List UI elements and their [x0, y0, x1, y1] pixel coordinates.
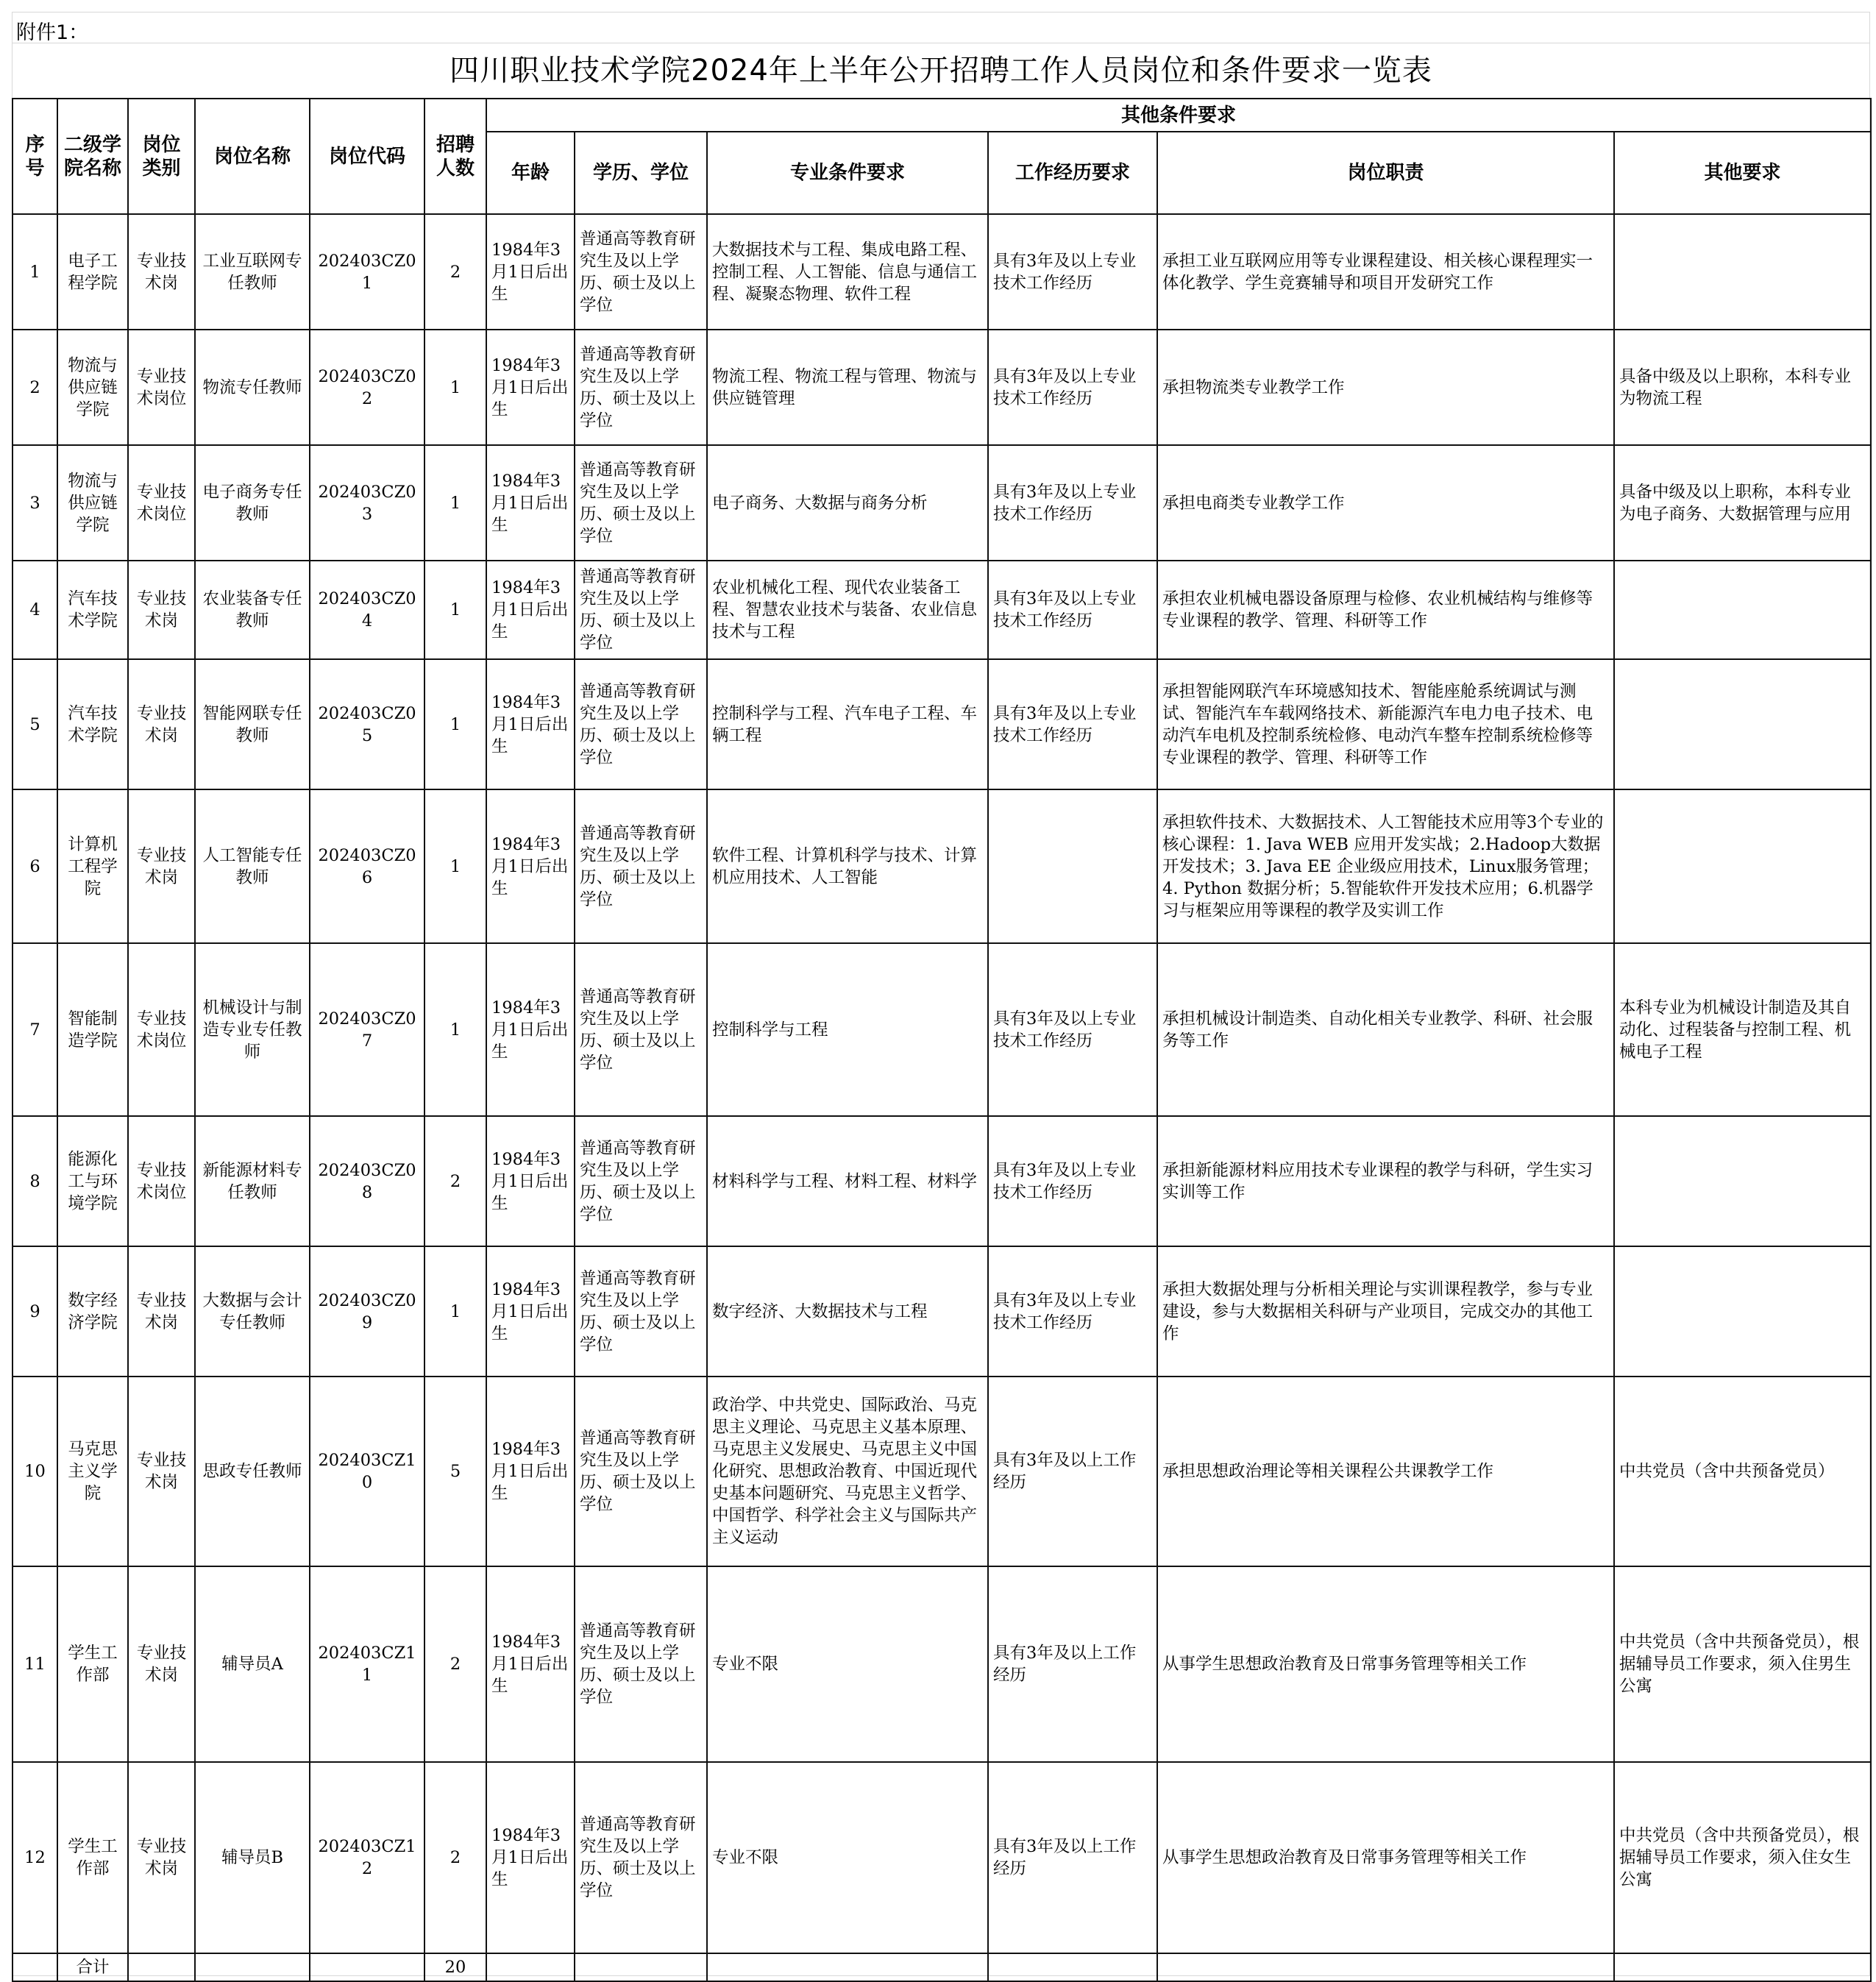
- cell-major: 数字经济、大数据技术与工程: [707, 1246, 988, 1377]
- cell-seq: 11: [13, 1566, 57, 1762]
- cell-other: 具备中级及以上职称，本科专业为物流工程: [1614, 330, 1871, 445]
- cell-empty: [707, 1953, 988, 1981]
- cell-post-code: 202403CZ02: [310, 330, 424, 445]
- cell-age: 1984年3月1日后出生: [486, 1116, 575, 1246]
- cell-age: 1984年3月1日后出生: [486, 1762, 575, 1953]
- cell-empty: [486, 1953, 575, 1981]
- cell-age: 1984年3月1日后出生: [486, 1377, 575, 1566]
- cell-education: 普通高等教育研究生及以上学历、硕士及以上学位: [575, 1377, 707, 1566]
- cell-experience: 具有3年及以上专业技术工作经历: [988, 330, 1157, 445]
- cell-post-name: 农业装备专任教师: [195, 561, 310, 659]
- cell-experience: 具有3年及以上专业技术工作经历: [988, 214, 1157, 330]
- cell-count: 2: [424, 214, 486, 330]
- header-other-conditions: 其他条件要求: [486, 99, 1871, 132]
- cell-college: 数字经济学院: [57, 1246, 128, 1377]
- cell-education: 普通高等教育研究生及以上学历、硕士及以上学位: [575, 561, 707, 659]
- cell-empty: [195, 1953, 310, 1981]
- cell-experience: 具有3年及以上专业技术工作经历: [988, 943, 1157, 1116]
- cell-experience: [988, 789, 1157, 943]
- cell-post-code: 202403CZ07: [310, 943, 424, 1116]
- cell-total-seq: [13, 1953, 57, 1981]
- cell-post-type: 专业技术岗: [128, 1762, 195, 1953]
- cell-education: 普通高等教育研究生及以上学历、硕士及以上学位: [575, 214, 707, 330]
- cell-age: 1984年3月1日后出生: [486, 1566, 575, 1762]
- cell-college: 学生工作部: [57, 1762, 128, 1953]
- cell-duty: 从事学生思想政治教育及日常事务管理等相关工作: [1157, 1762, 1614, 1953]
- total-label: 合计: [57, 1953, 128, 1981]
- cell-post-code: 202403CZ10: [310, 1377, 424, 1566]
- cell-count: 2: [424, 1116, 486, 1246]
- header-experience: 工作经历要求: [988, 132, 1157, 214]
- table-row: [13, 1116, 1871, 1246]
- cell-count: 1: [424, 330, 486, 445]
- table-row: [13, 330, 1871, 445]
- cell-empty: [1157, 1953, 1614, 1981]
- cell-seq: 12: [13, 1762, 57, 1953]
- cell-major: 电子商务、大数据与商务分析: [707, 445, 988, 561]
- cell-count: 1: [424, 445, 486, 561]
- table-row: [13, 1566, 1871, 1762]
- cell-post-type: 专业技术岗: [128, 789, 195, 943]
- cell-duty: 承担思想政治理论等相关课程公共课教学工作: [1157, 1377, 1614, 1566]
- page-title: 四川职业技术学院2024年上半年公开招聘工作人员岗位和条件要求一览表: [450, 54, 1432, 88]
- table-row: [13, 561, 1871, 659]
- cell-education: 普通高等教育研究生及以上学历、硕士及以上学位: [575, 1762, 707, 1953]
- cell-count: 1: [424, 561, 486, 659]
- cell-post-code: 202403CZ03: [310, 445, 424, 561]
- cell-experience: 具有3年及以上工作经历: [988, 1377, 1157, 1566]
- cell-post-type: 专业技术岗位: [128, 330, 195, 445]
- cell-duty: 从事学生思想政治教育及日常事务管理等相关工作: [1157, 1566, 1614, 1762]
- cell-age: 1984年3月1日后出生: [486, 561, 575, 659]
- table-row: [13, 214, 1871, 330]
- cell-seq: 8: [13, 1116, 57, 1246]
- cell-duty: 承担新能源材料应用技术专业课程的教学与科研，学生实习实训等工作: [1157, 1116, 1614, 1246]
- cell-count: 2: [424, 1566, 486, 1762]
- header-college: 二级学院名称: [57, 99, 128, 214]
- cell-seq: 9: [13, 1246, 57, 1377]
- header-duty: 岗位职责: [1157, 132, 1614, 214]
- recruitment-table: [12, 98, 1872, 1982]
- cell-empty: [310, 1953, 424, 1981]
- cell-empty: [575, 1953, 707, 1981]
- cell-education: 普通高等教育研究生及以上学历、硕士及以上学位: [575, 1246, 707, 1377]
- cell-college: 计算机工程学院: [57, 789, 128, 943]
- header-post-type: 岗位类别: [128, 99, 195, 214]
- cell-major: 政治学、中共党史、国际政治、马克思主义理论、马克思主义基本原理、马克思主义发展史、马克思主义中国化研究、思想政治教育、中国近现代史基本问题研究、马克思主义哲学、中国哲学、科学社会主义与国际共产主义运动: [707, 1377, 988, 1566]
- cell-post-type: 专业技术岗: [128, 1246, 195, 1377]
- header-age: 年龄: [486, 132, 575, 214]
- cell-seq: 7: [13, 943, 57, 1116]
- cell-duty: 承担工业互联网应用等专业课程建设、相关核心课程理实一体化教学、学生竞赛辅导和项目开发研究工作: [1157, 214, 1614, 330]
- cell-post-name: 辅导员A: [195, 1566, 310, 1762]
- cell-other: 本科专业为机械设计制造及其自动化、过程装备与控制工程、机械电子工程: [1614, 943, 1871, 1116]
- cell-other: [1614, 1246, 1871, 1377]
- cell-empty: [128, 1953, 195, 1981]
- cell-count: 1: [424, 1246, 486, 1377]
- cell-education: 普通高等教育研究生及以上学历、硕士及以上学位: [575, 659, 707, 789]
- total-count: 20: [424, 1953, 486, 1981]
- cell-major: 专业不限: [707, 1762, 988, 1953]
- cell-experience: 具有3年及以上专业技术工作经历: [988, 1246, 1157, 1377]
- cell-empty: [988, 1953, 1157, 1981]
- cell-post-code: 202403CZ11: [310, 1566, 424, 1762]
- total-row: [13, 1953, 1871, 1981]
- cell-post-code: 202403CZ08: [310, 1116, 424, 1246]
- cell-post-name: 工业互联网专任教师: [195, 214, 310, 330]
- cell-other: [1614, 789, 1871, 943]
- cell-post-code: 202403CZ06: [310, 789, 424, 943]
- cell-education: 普通高等教育研究生及以上学历、硕士及以上学位: [575, 789, 707, 943]
- cell-major: 材料科学与工程、材料工程、材料学: [707, 1116, 988, 1246]
- cell-duty: 承担物流类专业教学工作: [1157, 330, 1614, 445]
- cell-college: 物流与供应链学院: [57, 445, 128, 561]
- table-row: [13, 943, 1871, 1116]
- cell-other: 中共党员（含中共预备党员），根据辅导员工作要求，须入住男生公寓: [1614, 1566, 1871, 1762]
- cell-other: 中共党员（含中共预备党员）: [1614, 1377, 1871, 1566]
- cell-seq: 1: [13, 214, 57, 330]
- cell-other: 中共党员（含中共预备党员），根据辅导员工作要求，须入住女生公寓: [1614, 1762, 1871, 1953]
- cell-post-type: 专业技术岗: [128, 659, 195, 789]
- cell-duty: 承担农业机械电器设备原理与检修、农业机械结构与维修等专业课程的教学、管理、科研等工作: [1157, 561, 1614, 659]
- cell-age: 1984年3月1日后出生: [486, 943, 575, 1116]
- cell-major: 软件工程、计算机科学与技术、计算机应用技术、人工智能: [707, 789, 988, 943]
- table-row: [13, 1762, 1871, 1953]
- header-row-1: [13, 99, 1871, 132]
- cell-post-code: 202403CZ09: [310, 1246, 424, 1377]
- cell-age: 1984年3月1日后出生: [486, 445, 575, 561]
- cell-post-code: 202403CZ01: [310, 214, 424, 330]
- cell-duty: 承担电商类专业教学工作: [1157, 445, 1614, 561]
- header-post-code: 岗位代码: [310, 99, 424, 214]
- cell-college: 汽车技术学院: [57, 561, 128, 659]
- cell-count: 5: [424, 1377, 486, 1566]
- cell-seq: 5: [13, 659, 57, 789]
- cell-college: 汽车技术学院: [57, 659, 128, 789]
- cell-other: [1614, 1116, 1871, 1246]
- cell-age: 1984年3月1日后出生: [486, 330, 575, 445]
- cell-post-type: 专业技术岗位: [128, 943, 195, 1116]
- cell-major: 大数据技术与工程、集成电路工程、控制工程、人工智能、信息与通信工程、凝聚态物理、软件工程: [707, 214, 988, 330]
- table-row: [13, 445, 1871, 561]
- cell-college: 马克思主义学院: [57, 1377, 128, 1566]
- table-row: [13, 1246, 1871, 1377]
- cell-college: 智能制造学院: [57, 943, 128, 1116]
- cell-post-name: 新能源材料专任教师: [195, 1116, 310, 1246]
- cell-post-code: 202403CZ05: [310, 659, 424, 789]
- cell-count: 1: [424, 789, 486, 943]
- cell-seq: 4: [13, 561, 57, 659]
- cell-count: 1: [424, 659, 486, 789]
- cell-count: 1: [424, 943, 486, 1116]
- header-seq: 序号: [13, 99, 57, 214]
- cell-major: 农业机械化工程、现代农业装备工程、智慧农业技术与装备、农业信息技术与工程: [707, 561, 988, 659]
- cell-experience: 具有3年及以上专业技术工作经历: [988, 561, 1157, 659]
- cell-age: 1984年3月1日后出生: [486, 659, 575, 789]
- cell-seq: 6: [13, 789, 57, 943]
- table-row: [13, 659, 1871, 789]
- cell-post-type: 专业技术岗位: [128, 1116, 195, 1246]
- cell-seq: 3: [13, 445, 57, 561]
- cell-college: 能源化工与环境学院: [57, 1116, 128, 1246]
- cell-seq: 2: [13, 330, 57, 445]
- cell-age: 1984年3月1日后出生: [486, 789, 575, 943]
- cell-major: 专业不限: [707, 1566, 988, 1762]
- cell-post-type: 专业技术岗: [128, 1377, 195, 1566]
- header-major: 专业条件要求: [707, 132, 988, 214]
- cell-count: 2: [424, 1762, 486, 1953]
- cell-post-name: 智能网联专任教师: [195, 659, 310, 789]
- cell-post-type: 专业技术岗: [128, 214, 195, 330]
- cell-major: 物流工程、物流工程与管理、物流与供应链管理: [707, 330, 988, 445]
- cell-duty: 承担大数据处理与分析相关理论与实训课程教学，参与专业建设，参与大数据相关科研与产业项目，完成交办的其他工作: [1157, 1246, 1614, 1377]
- cell-post-name: 大数据与会计专任教师: [195, 1246, 310, 1377]
- cell-college: 电子工程学院: [57, 214, 128, 330]
- cell-other: [1614, 561, 1871, 659]
- cell-experience: 具有3年及以上专业技术工作经历: [988, 659, 1157, 789]
- cell-age: 1984年3月1日后出生: [486, 1246, 575, 1377]
- cell-duty: 承担智能网联汽车环境感知技术、智能座舱系统调试与测试、智能汽车车载网络技术、新能源汽车电力电子技术、电动汽车电机及控制系统检修、电动汽车整车控制系统检修等专业课程的教学、管理、科研等工作: [1157, 659, 1614, 789]
- header-education: 学历、学位: [575, 132, 707, 214]
- cell-other: 具备中级及以上职称，本科专业为电子商务、大数据管理与应用: [1614, 445, 1871, 561]
- cell-college: 物流与供应链学院: [57, 330, 128, 445]
- cell-experience: 具有3年及以上专业技术工作经历: [988, 445, 1157, 561]
- table-row: [13, 789, 1871, 943]
- cell-post-name: 电子商务专任教师: [195, 445, 310, 561]
- cell-post-type: 专业技术岗: [128, 561, 195, 659]
- cell-post-name: 思政专任教师: [195, 1377, 310, 1566]
- cell-other: [1614, 214, 1871, 330]
- cell-duty: 承担机械设计制造类、自动化相关专业教学、科研、社会服务等工作: [1157, 943, 1614, 1116]
- cell-education: 普通高等教育研究生及以上学历、硕士及以上学位: [575, 445, 707, 561]
- attachment-label: 附件1：: [16, 21, 89, 44]
- cell-education: 普通高等教育研究生及以上学历、硕士及以上学位: [575, 1116, 707, 1246]
- cell-major: 控制科学与工程、汽车电子工程、车辆工程: [707, 659, 988, 789]
- cell-education: 普通高等教育研究生及以上学历、硕士及以上学位: [575, 1566, 707, 1762]
- cell-post-code: 202403CZ04: [310, 561, 424, 659]
- table-row: [13, 1377, 1871, 1566]
- header-other: 其他要求: [1614, 132, 1871, 214]
- cell-post-name: 物流专任教师: [195, 330, 310, 445]
- cell-post-type: 专业技术岗: [128, 1566, 195, 1762]
- cell-post-code: 202403CZ12: [310, 1762, 424, 1953]
- cell-post-type: 专业技术岗位: [128, 445, 195, 561]
- cell-post-name: 机械设计与制造专业专任教师: [195, 943, 310, 1116]
- cell-experience: 具有3年及以上工作经历: [988, 1566, 1157, 1762]
- cell-post-name: 辅导员B: [195, 1762, 310, 1953]
- cell-post-name: 人工智能专任教师: [195, 789, 310, 943]
- cell-education: 普通高等教育研究生及以上学历、硕士及以上学位: [575, 943, 707, 1116]
- cell-experience: 具有3年及以上工作经历: [988, 1762, 1157, 1953]
- cell-education: 普通高等教育研究生及以上学历、硕士及以上学位: [575, 330, 707, 445]
- cell-major: 控制科学与工程: [707, 943, 988, 1116]
- cell-seq: 10: [13, 1377, 57, 1566]
- cell-duty: 承担软件技术、大数据技术、人工智能技术应用等3个专业的核心课程：1. Java WEB 应用开发实战；2.Hadoop大数据开发技术；3. Java EE 企业级应用技术，Linux服务管理；4. Python 数据分析；5.智能软件开发技术应用；6.机器学习与框架应用等课程的教学及实训工作: [1157, 789, 1614, 943]
- cell-college: 学生工作部: [57, 1566, 128, 1762]
- header-post-name: 岗位名称: [195, 99, 310, 214]
- header-count: 招聘人数: [424, 99, 486, 214]
- cell-empty: [1614, 1953, 1871, 1981]
- cell-other: [1614, 659, 1871, 789]
- cell-experience: 具有3年及以上专业技术工作经历: [988, 1116, 1157, 1246]
- cell-age: 1984年3月1日后出生: [486, 214, 575, 330]
